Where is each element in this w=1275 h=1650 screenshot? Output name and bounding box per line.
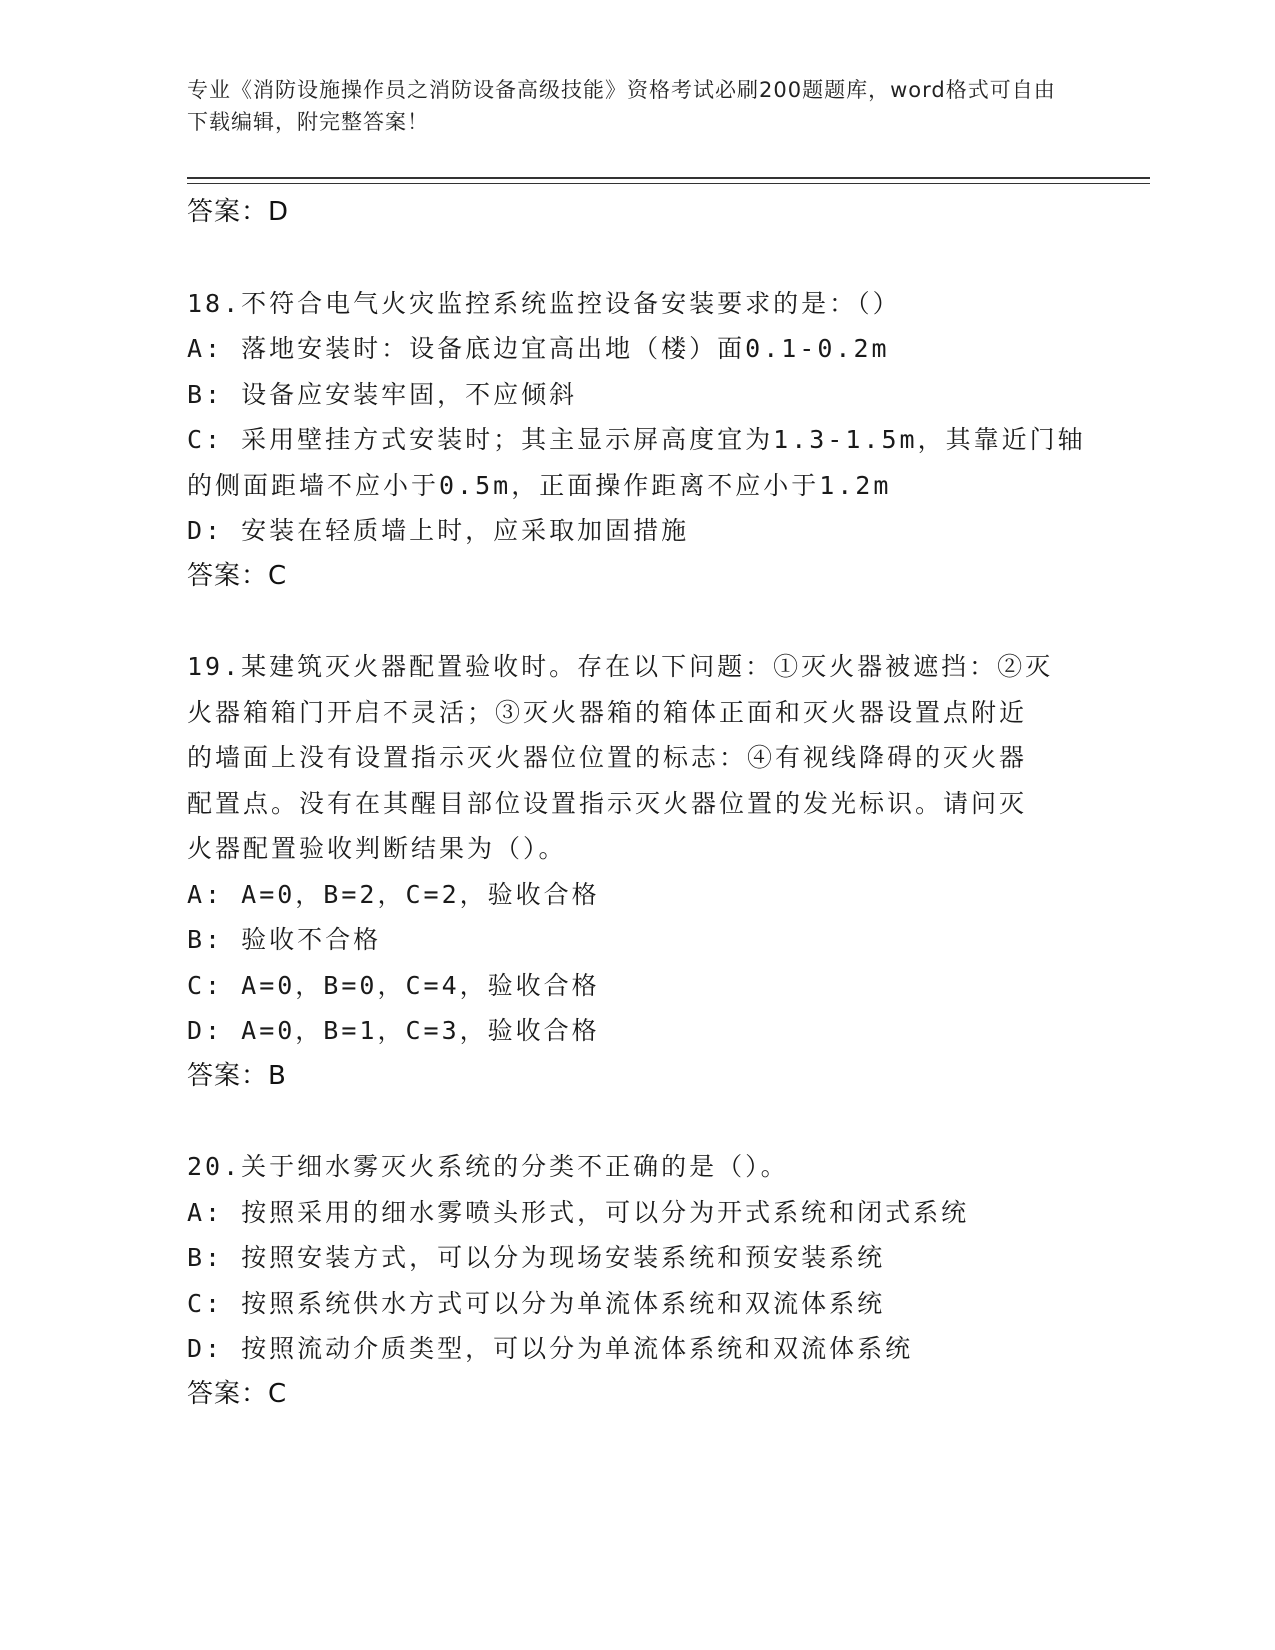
- option-d: D: A=0，B=1，C=3，验收合格: [187, 1016, 600, 1045]
- question-19: [187, 644, 1087, 1099]
- option-d: D: 按照流动介质类型，可以分为单流体系统和双流体系统: [187, 1334, 914, 1363]
- question-stem: 19.某建筑灭火器配置验收时。存在以下问题：①灭火器被遮挡：②灭: [187, 652, 1054, 681]
- answer-18: 答案：C: [187, 560, 288, 591]
- question-stem-continued: 火器箱箱门开启不灵活；③灭火器箱的箱体正面和灭火器设置点附近: [187, 697, 1028, 727]
- page-header: 专业《消防设施操作员之消防设备高级技能》资格考试必刷200题题库，word格式可自由下载编辑，附完整答案！: [187, 78, 1056, 134]
- option-a: A: 按照采用的细水雾喷头形式，可以分为开式系统和闭式系统: [187, 1197, 970, 1227]
- previous-answer: 答案：D: [187, 197, 290, 227]
- header-divider-thin: [187, 183, 1150, 184]
- question-20: [187, 1144, 1087, 1417]
- answer-19: 答案：B: [187, 1060, 287, 1091]
- question-content: [187, 190, 1087, 1417]
- option-b: B: 按照安装方式，可以分为现场安装系统和预安装系统: [187, 1243, 886, 1272]
- question-stem: 18.不符合电气火灾监控系统监控设备安装要求的是：（）: [187, 288, 901, 318]
- question-stem-continued: 配置点。没有在其醒目部位设置指示灭火器位置的发光标识。请问灭: [187, 788, 1028, 818]
- question-stem-continued: 的墙面上没有设置指示灭火器位位置的标志：④有视线降碍的灭火器: [187, 743, 1028, 772]
- option-c: C: 按照系统供水方式可以分为单流体系统和双流体系统: [187, 1288, 886, 1318]
- header-divider-thick: [187, 177, 1150, 179]
- option-a: A: A=0，B=2，C=2，验收合格: [187, 879, 600, 909]
- option-d: D: 安装在轻质墙上时，应采取加固措施: [187, 516, 690, 545]
- option-b: B: 验收不合格: [187, 925, 382, 954]
- question-stem: 20.关于细水雾灭火系统的分类不正确的是（）。: [187, 1152, 789, 1181]
- question-18: [187, 281, 1087, 600]
- option-c: C: 采用壁挂方式安装时；其主显示屏高度宜为1.3-1.5m，其靠近门轴: [187, 425, 1086, 454]
- option-c-continued: 的侧面距墙不应小于0.5m，正面操作距离不应小于1.2m: [187, 470, 892, 500]
- answer-20: 答案：C: [187, 1378, 288, 1409]
- option-a: A: 落地安装时：设备底边宜高出地（楼）面0.1-0.2m: [187, 334, 890, 363]
- option-c: C: A=0，B=0，C=4，验收合格: [187, 970, 600, 1000]
- question-stem-continued: 火器配置验收判断结果为（）。: [187, 834, 567, 863]
- option-b: B: 设备应安装牢固，不应倾斜: [187, 379, 578, 409]
